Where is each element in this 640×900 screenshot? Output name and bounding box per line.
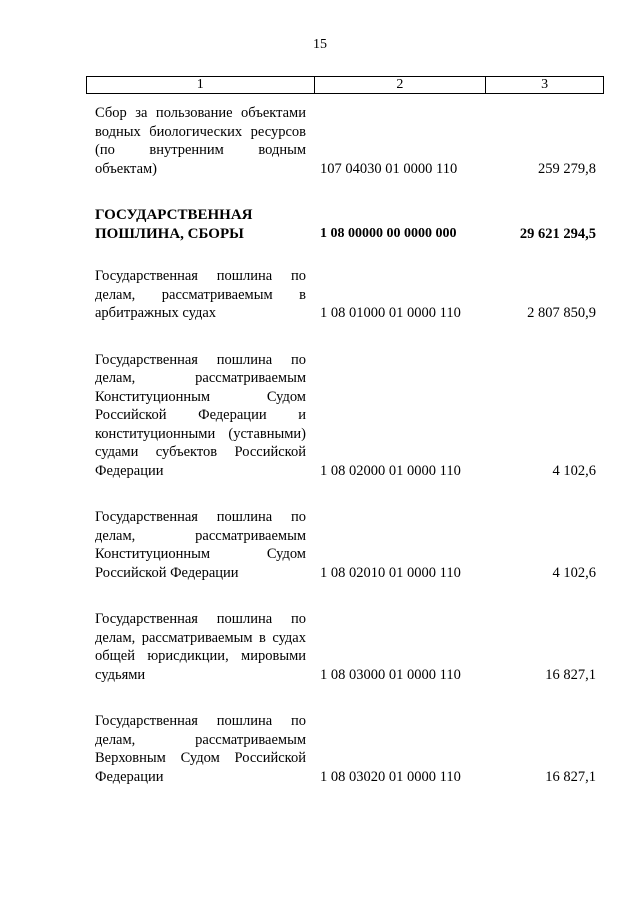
row-code: 1 08 03000 01 0000 110 (320, 666, 461, 683)
row-value: 4 102,6 (552, 462, 596, 479)
row-code: 107 04030 01 0000 110 (320, 160, 458, 177)
table-header-col-1: 1 (87, 77, 315, 93)
page-number: 15 (313, 37, 327, 52)
table-row (0, 712, 640, 786)
row-value: 259 279,8 (538, 160, 596, 177)
row-code: 1 08 01000 01 0000 110 (320, 305, 461, 321)
row-description: Сбор за пользование объектами водных биологических ресурсов (по внутренним водным объектам) (95, 105, 306, 177)
row-description: Государственная пошлина по делам, рассматриваемым Конституционным Судом Российской Федерации и конституционными (уставными) судами субъектов Российской Федерации (95, 351, 306, 479)
table-row (0, 267, 640, 323)
row-value: 16 827,1 (545, 768, 596, 785)
row-description: Государственная пошлина по делам, рассматриваемым в судах общей юрисдикции, мировыми судьями (95, 611, 306, 683)
row-value: 4 102,6 (552, 564, 596, 581)
table-row (0, 508, 640, 582)
table-header-row (86, 76, 604, 94)
table-row-section-heading (0, 206, 640, 243)
row-description: Государственная пошлина по делам, рассматриваемым Конституционным Судом Российской Федерации (95, 509, 306, 581)
row-value: 29 621 294,5 (519, 225, 596, 242)
table-row (0, 351, 640, 481)
table-header-col-3: 3 (486, 77, 604, 93)
row-value: 2 807 850,9 (527, 305, 596, 321)
row-description: Государственная пошлина по делам, рассматриваемым Верховным Судом Российской Федерации (95, 713, 306, 785)
row-code: 1 08 02010 01 0000 110 (320, 564, 461, 581)
row-code: 1 08 00000 00 0000 000 (320, 225, 457, 241)
row-value: 16 827,1 (545, 666, 596, 683)
row-description: Государственная пошлина по делам, рассматриваемым в арбитражных судах (95, 268, 306, 321)
row-description: ГОСУДАРСТВЕННАЯ ПОШЛИНА, СБОРЫ (95, 207, 253, 242)
table-row (0, 610, 640, 684)
row-code: 1 08 03020 01 0000 110 (320, 768, 461, 785)
row-code: 1 08 02000 01 0000 110 (320, 462, 461, 479)
table-body (0, 104, 640, 814)
table-header-col-2: 2 (315, 77, 487, 93)
table-row (0, 104, 640, 178)
